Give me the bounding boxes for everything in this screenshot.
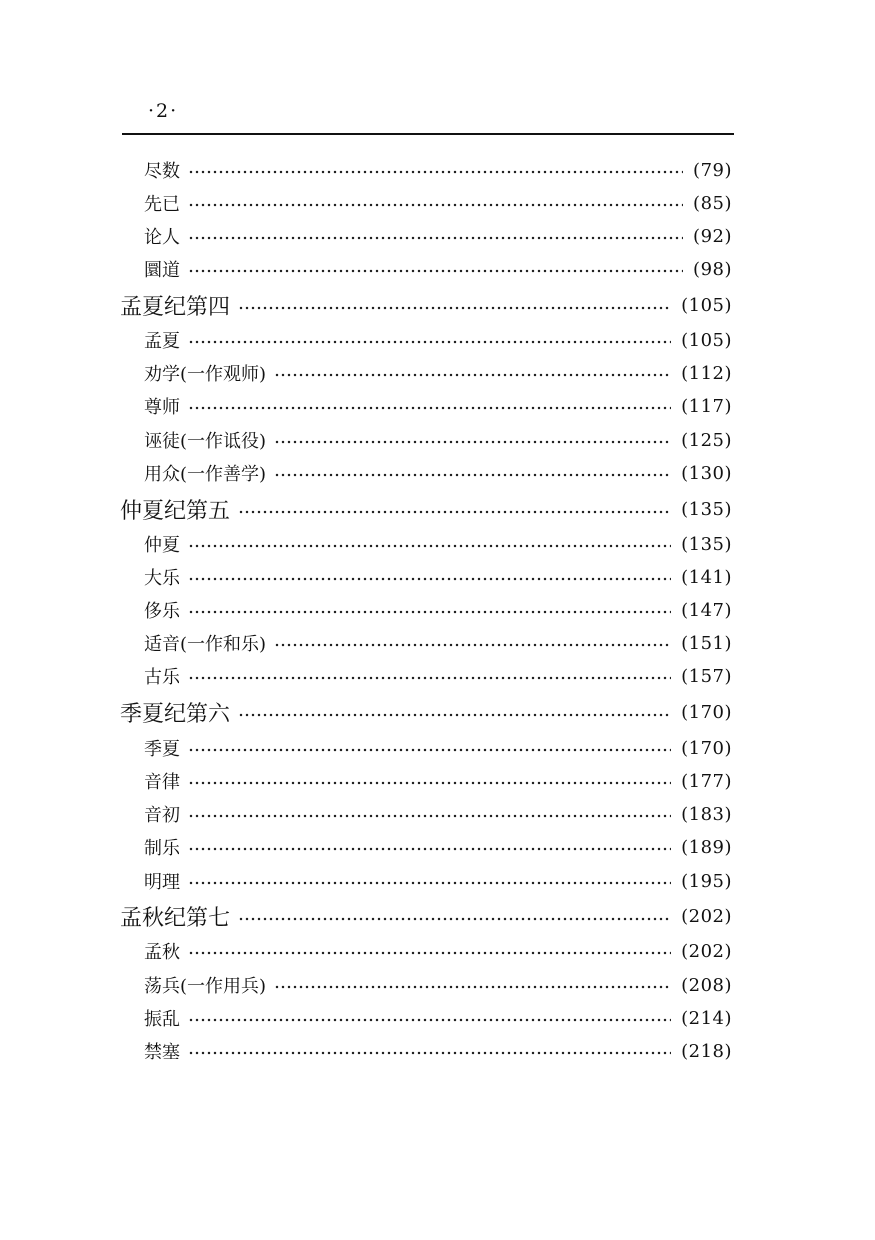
dot-leader [238,306,671,310]
toc-entry-page: (214) [681,1007,732,1029]
toc-entry [144,866,732,896]
dot-leader [188,847,671,851]
toc-entry [144,425,732,455]
dot-leader [188,236,683,240]
dot-leader [238,510,671,514]
toc-chapter-title: 季夏纪第六 [120,701,231,727]
toc-chapter-heading [120,697,732,727]
dot-leader [188,748,671,752]
toc-entry-page: (147) [681,599,732,621]
toc-entry-title: 音律 [144,772,180,793]
toc-entry-page: (183) [681,803,732,825]
toc-entry-title: 明理 [144,872,180,893]
dot-leader [188,676,671,680]
toc-entry-title: 音初 [144,805,180,826]
toc-entry-page: (208) [681,974,732,996]
dot-leader [238,713,671,717]
toc-entry-page: (218) [681,1040,732,1062]
toc-entry [144,458,732,488]
toc-entry-title: 圜道 [144,260,180,281]
dot-leader [188,406,671,410]
toc-entry [144,970,732,1000]
page-number: ·2· [148,100,179,122]
toc-entry-page: (151) [681,632,732,654]
dot-leader [188,1051,671,1055]
toc-entry-title: 禁塞 [144,1042,180,1063]
dot-leader [188,269,683,273]
toc-entry [144,155,732,185]
toc-entry-page: (85) [693,192,732,214]
toc-entry-page: (105) [681,294,732,316]
toc-entry [144,221,732,251]
toc-entry-page: (170) [681,737,732,759]
toc-entry-page: (112) [681,362,732,384]
toc-chapter-heading [120,494,732,524]
toc-entry-title: 孟秋 [144,942,180,963]
toc-entry-title: 制乐 [144,838,180,859]
toc-entry-title: 振乱 [144,1009,180,1030]
toc-entry-page: (177) [681,770,732,792]
dot-leader [188,577,671,581]
dot-leader [188,881,671,885]
toc-entry [144,766,732,796]
toc-entry-page: (135) [681,533,732,555]
toc-entry-title: 荡兵(一作用兵) [144,976,267,997]
dot-leader [188,951,671,955]
dot-leader [274,473,671,477]
dot-leader [238,917,671,921]
toc-entry [144,358,732,388]
toc-chapter-heading [120,901,732,931]
dot-leader [188,170,683,174]
toc-entry-page: (135) [681,498,732,520]
toc-entry [144,562,732,592]
toc-entry-page: (98) [693,258,732,280]
dot-leader [188,781,671,785]
toc-entry-page: (125) [681,429,732,451]
toc-entry-page: (170) [681,701,732,723]
toc-entry-page: (189) [681,836,732,858]
toc-chapter-heading [120,290,732,320]
toc-entry-title: 诬徒(一作诋役) [144,431,267,452]
dot-leader [274,985,671,989]
toc-entry-page: (130) [681,462,732,484]
toc-entry-title: 孟夏 [144,331,180,352]
toc-entry-title: 论人 [144,227,180,248]
toc-entry [144,832,732,862]
toc-entry-title: 尽数 [144,161,180,182]
toc-entry-title: 仲夏 [144,535,180,556]
toc-entry-title: 尊师 [144,397,180,418]
dot-leader [188,544,671,548]
toc-chapter-title: 孟夏纪第四 [120,294,231,320]
toc-entry [144,1036,732,1066]
toc-entry [144,1003,732,1033]
toc-entry-title: 适音(一作和乐) [144,634,267,655]
dot-leader [274,440,671,444]
dot-leader [188,340,671,344]
toc-entry-page: (105) [681,329,732,351]
toc-entry [144,661,732,691]
toc-entry-title: 先已 [144,194,180,215]
toc-entry-page: (202) [681,905,732,927]
toc-entry-page: (92) [693,225,732,247]
dot-leader [188,610,671,614]
dot-leader [274,643,671,647]
toc-entry-page: (141) [681,566,732,588]
toc-entry-title: 用众(一作善学) [144,464,267,485]
toc-entry [144,325,732,355]
dot-leader [188,814,671,818]
toc-entry [144,188,732,218]
toc-entry [144,529,732,559]
toc-entry [144,799,732,829]
toc-chapter-title: 孟秋纪第七 [120,905,231,931]
toc-entry-page: (117) [681,395,732,417]
toc-entry [144,254,732,284]
toc-entry [144,733,732,763]
toc-entry-page: (157) [681,665,732,687]
toc-entry-title: 大乐 [144,568,180,589]
dot-leader [274,373,671,377]
toc-entry-title: 季夏 [144,739,180,760]
toc-entry [144,595,732,625]
toc-entry-title: 劝学(一作观师) [144,364,267,385]
dot-leader [188,203,683,207]
toc-entry-page: (202) [681,940,732,962]
toc-entry-page: (79) [693,159,732,181]
toc-entry-title: 侈乐 [144,601,180,622]
toc-entry [144,391,732,421]
toc-chapter-title: 仲夏纪第五 [120,498,231,524]
toc-entry-page: (195) [681,870,732,892]
dot-leader [188,1018,671,1022]
toc-entry-title: 古乐 [144,667,180,688]
toc-entry [144,628,732,658]
toc-entry [144,936,732,966]
